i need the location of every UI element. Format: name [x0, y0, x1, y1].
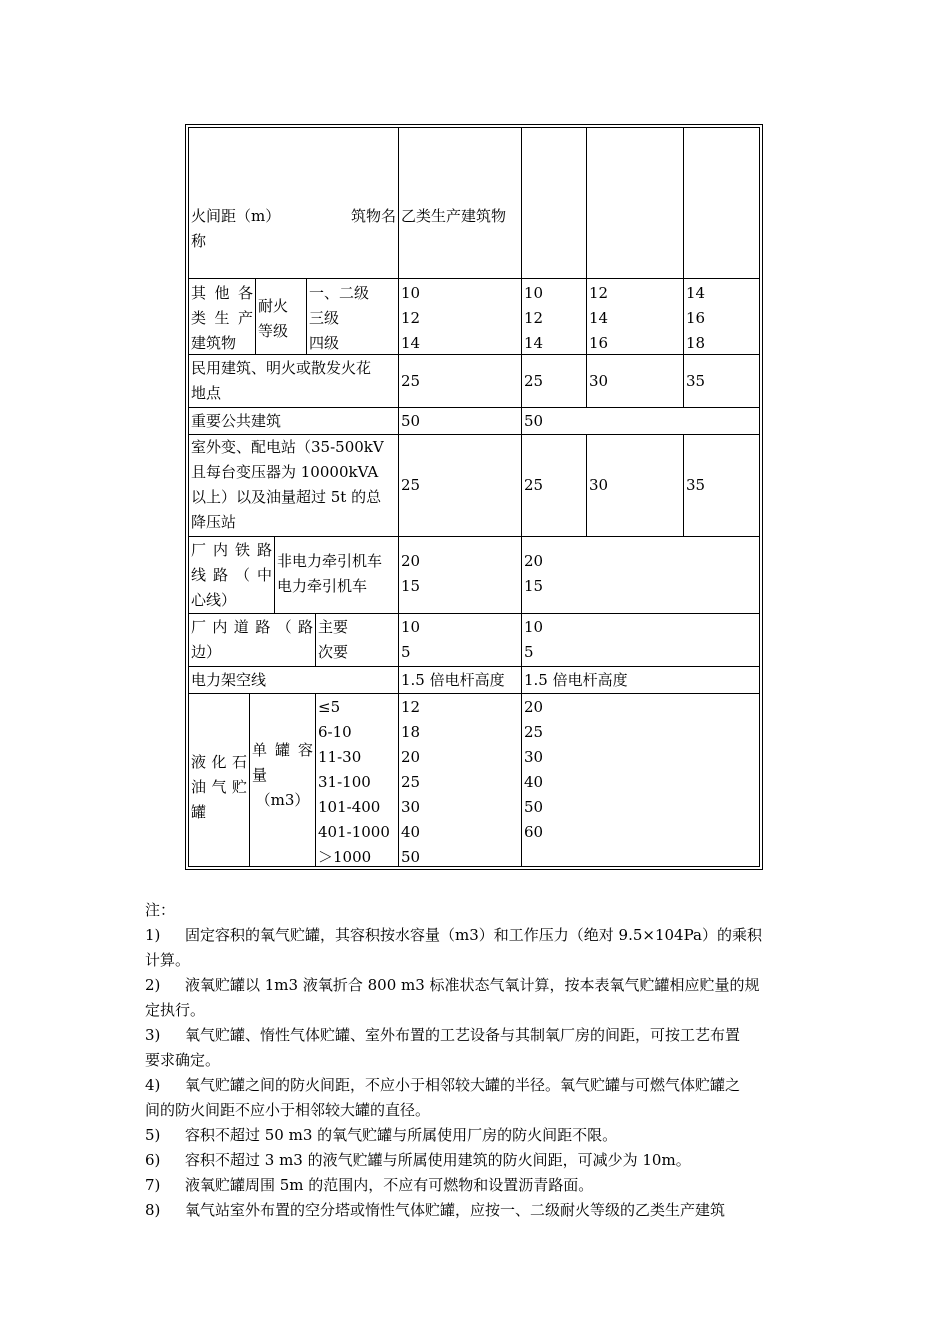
header-col-b-text: 乙类生产建筑物 — [401, 207, 507, 225]
grade-2: 三级 — [309, 309, 340, 327]
value: 18 — [686, 334, 706, 352]
row-power-label — [188, 666, 399, 694]
value: 10 — [401, 284, 421, 302]
row-lpg-ranges — [315, 693, 399, 867]
note-number: 6) — [145, 1151, 161, 1169]
value: 16 — [686, 309, 706, 327]
row-other-e — [683, 278, 760, 355]
value: 12 — [401, 309, 421, 327]
value: 30 — [401, 798, 421, 816]
notes-title: 注： — [145, 901, 176, 919]
value: 35 — [686, 476, 706, 494]
row-civil-c — [521, 354, 587, 408]
header-col-c — [521, 127, 587, 279]
row-railway-label-2: 线 路 （ 中 — [191, 566, 272, 584]
row-railway-b — [398, 536, 522, 614]
note-text: 容积不超过 3 m3 的液气贮罐与所属使用建筑的防火间距，可减少为 10m。 — [185, 1151, 691, 1169]
value: 25 — [401, 476, 421, 494]
row-lpg-sub — [249, 693, 316, 867]
value: 10 — [524, 618, 544, 636]
note-text: 固定容积的氧气贮罐，其容积按水容量（m3）和工作压力（绝对 9.5×104Pa）的乘积 — [185, 926, 762, 944]
single-tank-label-3: （m3） — [255, 791, 310, 809]
note-item — [145, 973, 810, 998]
note-number: 7) — [145, 1176, 161, 1194]
note-text: 液氧贮罐以 1m3 液氧折合 800 m3 标准状态气氧计算，按本表氧气贮罐相应贮量的规 — [185, 976, 760, 994]
row-other-c — [521, 278, 587, 355]
value: 30 — [589, 371, 609, 390]
range: 6-10 — [318, 723, 352, 741]
fire-rating-label-1: 耐火 — [258, 297, 289, 315]
value: 25 — [524, 723, 544, 741]
row-substation-label — [188, 434, 399, 537]
value: 1.5 倍电杆高度 — [524, 670, 628, 689]
note-text-cont: 间的防火间距不应小于相邻较大罐的直径。 — [145, 1101, 431, 1119]
grade-3: 四级 — [309, 334, 340, 352]
value: 30 — [524, 748, 544, 766]
row-substation-label-1: 室外变、配电站（35-500kV — [191, 438, 384, 456]
row-civil-label-1: 民用建筑、明火或散发火花 — [191, 359, 372, 377]
note-text-cont: 要求确定。 — [145, 1051, 221, 1069]
value: 30 — [589, 476, 609, 494]
value: 20 — [524, 552, 544, 570]
notes-section — [145, 898, 810, 1223]
note-item — [145, 1173, 810, 1198]
value: 12 — [524, 309, 544, 327]
row-other-label-1: 其 他 各 — [191, 284, 253, 302]
row-railway-sub — [274, 536, 399, 614]
range: ＞1000 — [318, 848, 372, 866]
value: 14 — [401, 334, 421, 352]
header-corner-text-right: 筑物名 — [350, 207, 396, 225]
value: 50 — [524, 411, 544, 430]
value: 25 — [524, 371, 544, 390]
row-substation-c — [521, 434, 587, 537]
note-item — [145, 923, 810, 948]
value: 60 — [524, 823, 544, 841]
row-civil-d — [586, 354, 684, 408]
row-lpg-label-3: 罐 — [191, 803, 207, 821]
value: 14 — [686, 284, 706, 302]
note-text: 氧气站室外布置的空分塔或惰性气体贮罐，应按一、二级耐火等级的乙类生产建筑 — [185, 1201, 726, 1219]
electric-loco: 电力牵引机车 — [277, 577, 368, 595]
row-lpg-label-2: 油 气 贮 — [191, 778, 247, 796]
row-public-c — [521, 407, 760, 435]
non-electric-loco: 非电力牵引机车 — [277, 552, 383, 570]
range: 11-30 — [318, 748, 362, 766]
value: 35 — [686, 371, 706, 390]
note-text: 氧气贮罐之间的防火间距，不应小于相邻较大罐的半径。氧气贮罐与可燃气体贮罐之 — [185, 1076, 741, 1094]
row-substation-label-4: 降压站 — [191, 513, 237, 531]
note-item — [145, 1023, 810, 1048]
value: 20 — [401, 748, 421, 766]
value: 18 — [401, 723, 421, 741]
row-road-label — [188, 613, 316, 667]
header-corner-cell — [188, 127, 399, 279]
row-other-d — [586, 278, 684, 355]
row-substation-label-2: 且每台变压器为 10000kVA — [191, 463, 379, 481]
row-substation-d — [586, 434, 684, 537]
note-number: 8) — [145, 1201, 161, 1219]
row-power-label-text: 电力架空线 — [191, 670, 267, 689]
note-number: 5) — [145, 1126, 161, 1144]
value: 15 — [524, 577, 544, 595]
row-lpg-label — [188, 693, 250, 867]
row-public-label-text: 重要公共建筑 — [191, 411, 282, 430]
value: 50 — [401, 848, 421, 866]
row-road-sub — [315, 613, 399, 667]
row-railway-label-1: 厂 内 铁 路 — [191, 541, 272, 559]
row-public-label — [188, 407, 399, 435]
value: 40 — [524, 773, 544, 791]
note-number: 3) — [145, 1026, 161, 1044]
row-lpg-c — [521, 693, 760, 867]
row-other-label — [188, 278, 256, 355]
value: 20 — [524, 698, 544, 716]
value: 12 — [401, 698, 421, 716]
value: 16 — [589, 334, 609, 352]
value: 20 — [401, 552, 421, 570]
value: 12 — [589, 284, 609, 302]
value: 5 — [524, 643, 534, 661]
value: 25 — [524, 476, 544, 494]
row-power-b — [398, 666, 522, 694]
row-other-label-3: 建筑物 — [191, 334, 237, 352]
note-text-cont: 计算。 — [145, 951, 191, 969]
row-civil-label-2: 地点 — [191, 384, 222, 402]
header-col-d — [586, 127, 684, 279]
note-number: 1) — [145, 926, 161, 944]
range: 31-100 — [318, 773, 371, 791]
value: 50 — [524, 798, 544, 816]
value: 25 — [401, 773, 421, 791]
value: 25 — [401, 371, 421, 390]
row-road-b — [398, 613, 522, 667]
single-tank-label-2: 量 — [252, 766, 268, 784]
row-other-grades — [306, 278, 399, 355]
row-substation-label-3: 以上）以及油量超过 5t 的总 — [191, 488, 382, 506]
note-text: 液氧贮罐周围 5m 的范围内，不应有可燃物和设置沥青路面。 — [185, 1176, 594, 1194]
note-text-cont: 定执行。 — [145, 1001, 206, 1019]
row-road-c — [521, 613, 760, 667]
row-power-c — [521, 666, 760, 694]
row-substation-b — [398, 434, 522, 537]
row-other-sub — [255, 278, 307, 355]
row-public-b — [398, 407, 522, 435]
row-lpg-b — [398, 693, 522, 867]
range: 101-400 — [318, 798, 381, 816]
header-corner-text-1: 火间距（m） — [191, 207, 281, 225]
header-col-b — [398, 127, 522, 279]
note-item — [145, 1198, 810, 1223]
range: ≤5 — [318, 698, 341, 716]
main-road: 主要 — [318, 618, 349, 636]
value: 40 — [401, 823, 421, 841]
single-tank-label-1: 单 罐 容 — [252, 741, 313, 759]
value: 15 — [401, 577, 421, 595]
note-text: 氧气贮罐、惰性气体贮罐、室外布置的工艺设备与其制氧厂房的间距，可按工艺布置 — [185, 1026, 741, 1044]
secondary-road: 次要 — [318, 643, 349, 661]
note-text: 容积不超过 50 m3 的氧气贮罐与所属使用厂房的防火间距不限。 — [185, 1126, 618, 1144]
fire-rating-label-2: 等级 — [258, 322, 289, 340]
note-number: 4) — [145, 1076, 161, 1094]
row-road-label-2: 边） — [191, 643, 222, 661]
value: 10 — [524, 284, 544, 302]
value: 10 — [401, 618, 421, 636]
row-railway-c — [521, 536, 760, 614]
note-number: 2) — [145, 976, 161, 994]
range: 401-1000 — [318, 823, 390, 841]
value: 14 — [524, 334, 544, 352]
row-other-b — [398, 278, 522, 355]
row-other-label-2: 类 生 产 — [191, 309, 253, 327]
row-railway-label — [188, 536, 275, 614]
value: 50 — [401, 411, 421, 430]
header-col-e — [683, 127, 760, 279]
header-corner-text-2: 称 — [191, 232, 207, 250]
row-civil-e — [683, 354, 760, 408]
row-road-label-1: 厂 内 道 路 （ 路 — [191, 618, 313, 636]
value: 14 — [589, 309, 609, 327]
row-civil-label — [188, 354, 399, 408]
grade-1: 一、二级 — [309, 284, 370, 302]
note-item — [145, 1073, 810, 1098]
row-lpg-label-1: 液 化 石 — [191, 753, 247, 771]
row-civil-b — [398, 354, 522, 408]
note-item — [145, 1148, 810, 1173]
value: 5 — [401, 643, 411, 661]
row-substation-e — [683, 434, 760, 537]
value: 1.5 倍电杆高度 — [401, 670, 505, 689]
note-item — [145, 1123, 810, 1148]
row-railway-label-3: 心线） — [191, 591, 237, 609]
